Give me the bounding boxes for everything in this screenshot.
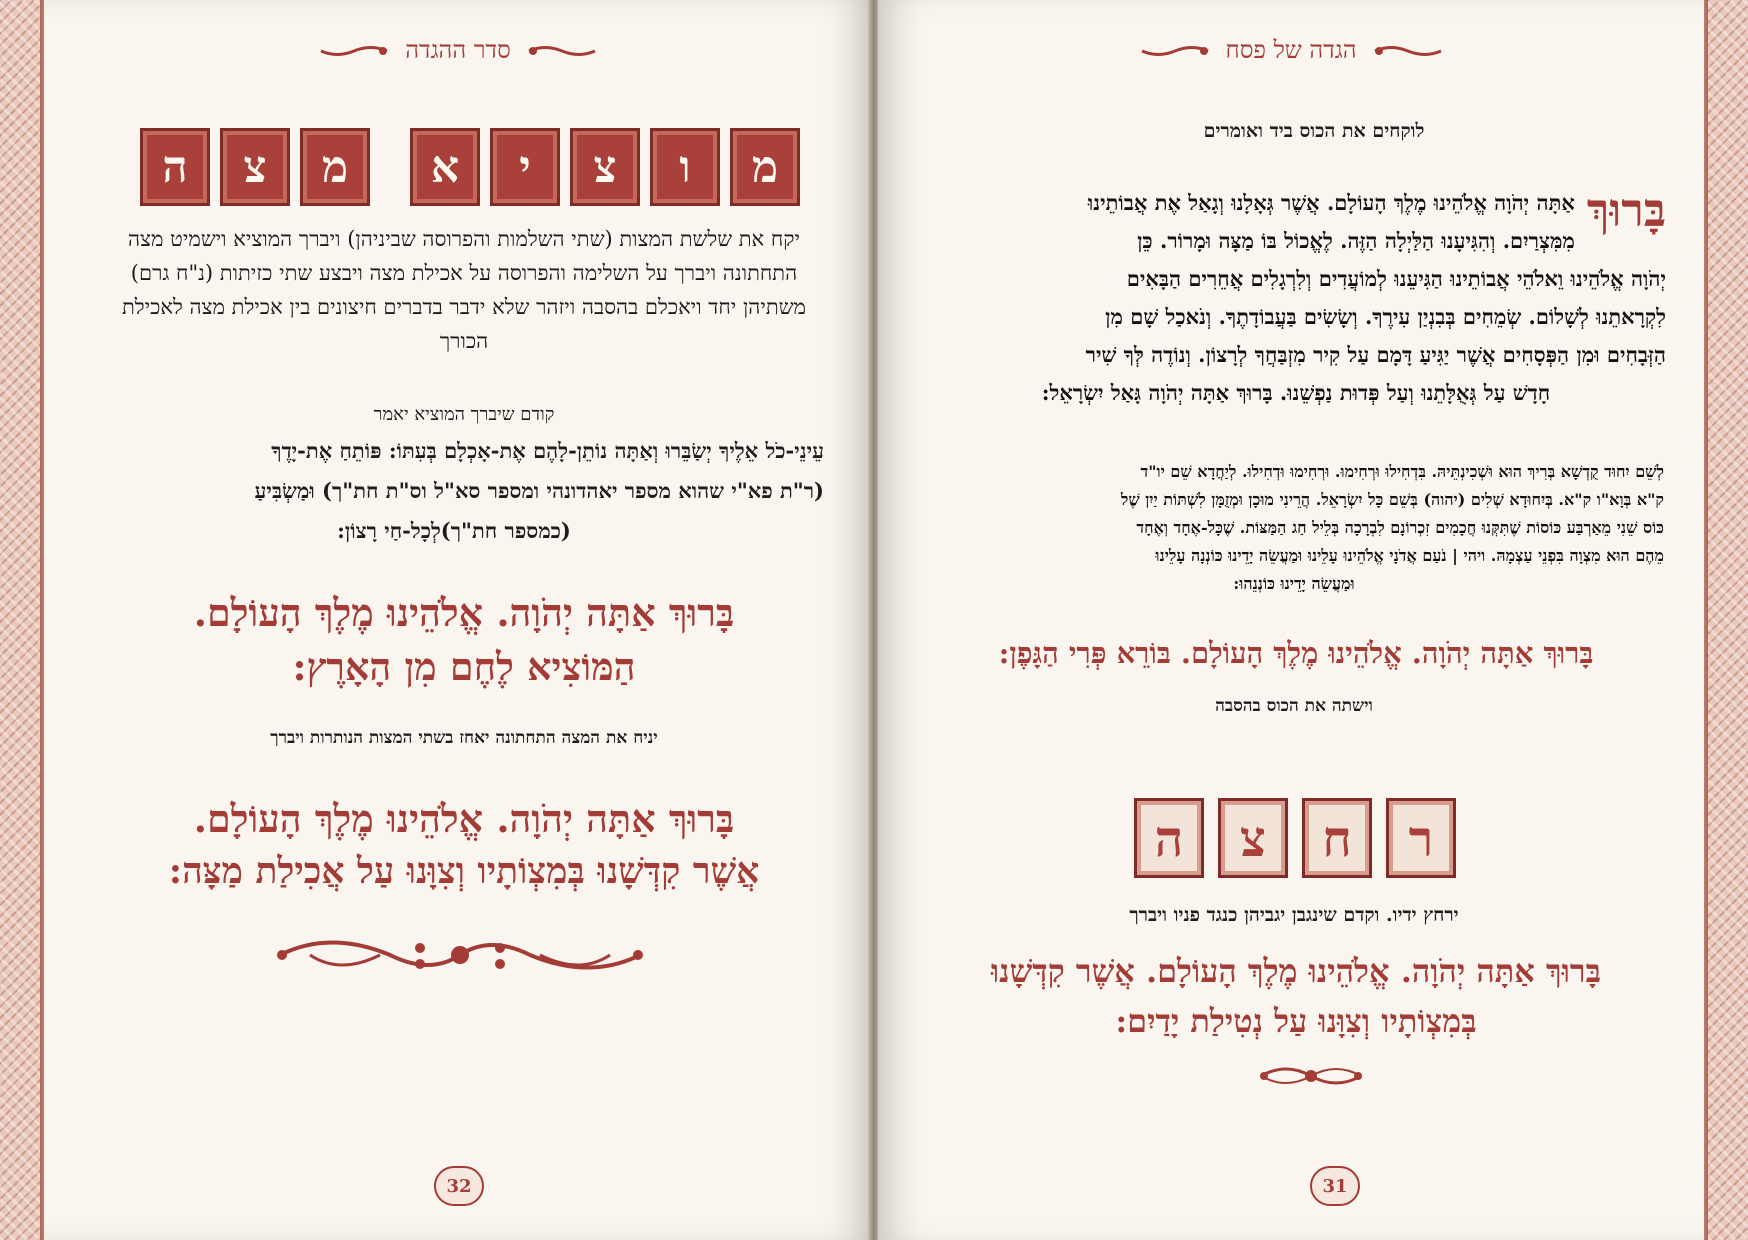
right-page [878, 0, 1704, 1240]
right-running-head [878, 36, 1704, 65]
matzah-blessing-line-1: בָּרוּךְ אַתָּה יְהֹוָה. אֱלֹהֵינוּ מֶלֶךְ הָעוֹלָם. [193, 796, 735, 841]
body-line: אַתָּה יְהֹוָה אֱלֹהֵינוּ מֶלֶךְ הָעוֹלָם. אֲשֶׁר גְּאָלָנוּ וְגָאַל אֶת אֲבוֹתֵינוּ [1087, 190, 1575, 215]
body-line: יְהֹוָה אֱלֹהֵינוּ וֵאלֹהֵי אֲבוֹתֵינוּ הַגִּיעֵנוּ לְמוֹעֲדִים וְלִרְגָלִים אֲחֵרִים הַבָּאִים [1126, 266, 1666, 291]
verse-line-1: עֵינֵי-כֹל אֵלֶיךָ יְשַׂבֵּרוּ וְאַתָּה נוֹתֵן-לָהֶם אֶת-אָכְלָם בְּעִתּוֹ: פּוֹתֵחַ אֶת-יָדֶךָ [271, 438, 824, 463]
kavanah-line: מֵהֶם הוּא מִצְוָה בִּפְנֵי עַצְמָהּ. ויהי | נֹעַם אֲדֹנָי אֱלֹהֵינוּ עָלֵינוּ וּמַעֲשֵׂה יָדֵינוּ כּוֹנְנָה עָלֵינוּ [1155, 546, 1664, 565]
after-instruction: וישתה את הכוס בהסבה [1215, 696, 1373, 716]
right-swash-ornament [1140, 44, 1210, 58]
title-letter-tile: י [490, 128, 560, 206]
left-decorative-border [0, 0, 42, 1240]
kavanah-line-last: וּמַעֲשֵׂה יָדֵינוּ כּוֹנְנֵהוּ: [1233, 574, 1355, 593]
title-letter-tile: מ [300, 128, 370, 206]
floral-ornament [270, 930, 650, 980]
motzi-instruction: יקח את שלשת המצות (שתי השלמות והפרוסה שביניהן) ויברך המוציא וישמיט מצה התחתונה ויברך על השלימה והפרוסה על אכילת מצה ויבצע שתי כזיתות (נ"ח גרם) משתיהן יחד ויאכלם בהסבה ויזהר שלא ידבר בדברים חיצונים בין אכילת מצה לאכילת הכורך [121, 227, 807, 353]
title-letter-tile: צ [220, 128, 290, 206]
kavanah-line: כּוֹס שֵׁנִי מֵאַרְבַּע כּוֹסוֹת שֶׁתִּקְּנוּ חֲכָמִים זִכְרוֹנָם לִבְרָכָה בְּלֵיל חַג הַמַּצּוֹת. שֶׁכָּל-אֶחָד וְאֶחָד [1136, 518, 1664, 537]
title-letter-tile: ח [1302, 798, 1372, 878]
hamotzi-blessing-line-1: בָּרוּךְ אַתָּה יְהֹוָה. אֱלֹהֵינוּ מֶלֶךְ הָעוֹלָם. [193, 590, 735, 635]
verse-line-2: (ר"ת פא"י שהוא מספר יאהדונהי ומספר סא"ל וס"ת חת"ך) וּמַשְׂבִּיעַ [254, 478, 824, 503]
left-running-head-text: סדר ההגדה [405, 36, 511, 64]
title-letter-tile: צ [570, 128, 640, 206]
left-running-head [44, 36, 872, 65]
left-swash-ornament [527, 44, 597, 58]
body-line: הַזְּבָחִים וּמִן הַפְּסָחִים אֲשֶׁר יַגִּיעַ דָּמָם עַל קִיר מִזְבַּחֲךָ לְרָצוֹן. וְנוֹדֶה לְּךָ שִׁיר [1085, 342, 1666, 367]
body-line: חָדָשׁ עַל גְּאֻלָּתֵנוּ וְעַל פְּדוּת נַפְשֵׁנוּ. בָּרוּךְ אַתָּה יְהֹוָה גָּאַל יִשְׂרָאֵל: [1041, 380, 1551, 405]
body-line: לִקְרָאתֵנוּ לְשָׁלוֹם. שְׂמֵחִים בְּבִנְיַן עִירֶךָ. וְשָׂשִׂים בַּעֲבוֹדָתֶךָ. וְנֹאכַל שָׁם מִן [1105, 304, 1666, 329]
title-letter-tile: ה [140, 128, 210, 206]
wash-blessing-line-2: בְּמִצְוֹתָיו וְצִוָּנוּ עַל נְטִילַת יָדַיִם: [1115, 1002, 1477, 1040]
wash-blessing-line-1: בָּרוּךְ אַתָּה יְהֹוָה. אֱלֹהֵינוּ מֶלֶךְ הָעוֹלָם. אֲשֶׁר קִדְּשָׁנוּ [990, 952, 1602, 990]
right-running-head-text: הגדה של פסח [1225, 36, 1357, 64]
title-letter-tile: צ [1218, 798, 1288, 878]
kavanah-line: ק"א בְּוָא"ו ק"א. בְּיִחוּדָא שְׁלִים (יהוה) בְּשֵׁם כָּל יִשְׂרָאֵל. הֲרֵינִי מוּכָן וּמְזֻמָּן לִשְׁתּוֹת יַיִן שֶׁל [1120, 490, 1664, 509]
top-instruction: לוקחים את הכוס ביד ואומרים [1203, 120, 1425, 142]
title-letter-tile: א [410, 128, 480, 206]
hamotzi-blessing-line-2: הַמּוֹצִיא לֶחֶם מִן הָאָרֶץ: [292, 644, 636, 689]
verse-line-3: (כמספר חת"ך)לְכָל-חַי רָצוֹן: [337, 518, 571, 543]
small-floral-ornament [1256, 1062, 1366, 1090]
page-number: 32 [434, 1166, 484, 1206]
page-number: 31 [1310, 1166, 1360, 1206]
body-line: מִמִּצְרַיִם. וְהִגִּיעָנוּ הַלַּיְלָה הַזֶּה. לֶאֱכוֹל בּוֹ מַצָּה וּמָרוֹר. כֵּן [1137, 228, 1575, 253]
pre-heading: קודם שיברך המוציא יאמר [373, 404, 555, 425]
title-letter-tile: ר [1386, 798, 1456, 878]
right-swash-ornament [319, 44, 389, 58]
title-letter-tile: ה [1134, 798, 1204, 878]
left-swash-ornament [1373, 44, 1443, 58]
motzi-matzah-title [140, 128, 800, 206]
title-letter-tile: מ [730, 128, 800, 206]
geulah-blessing-paragraph [926, 184, 1666, 412]
wine-blessing: בָּרוּךְ אַתָּה יְהֹוָה. אֱלֹהֵינוּ מֶלֶךְ הָעוֹלָם. בּוֹרֵא פְּרִי הַגָּפֶן: [998, 636, 1594, 670]
mid-instruction: יניח את המצה התחתונה יאחז בשתי המצות הנותרות ויברך [270, 728, 658, 748]
right-decorative-border [1706, 0, 1748, 1240]
left-page [44, 0, 872, 1240]
title-letter-tile: ו [650, 128, 720, 206]
rachtzah-title [1134, 798, 1456, 878]
matzah-blessing-line-2: אֲשֶׁר קִדְּשָׁנוּ בְּמִצְוֹתָיו וְצִוָּנוּ עַל אֲכִילַת מַצָּה: [168, 850, 760, 892]
kavanah-line: לְשֵׁם יִחוּד קֻדְשָׁא בְּרִיךְ הוּא וּשְׁכִינְתֵּיהּ. בִּדְחִילוּ וּרְחִימוּ. וּרְחִימוּ וּדְחִילוּ. לְיַחֲדָא שֵׁם יו"ד [1140, 462, 1664, 481]
kavanah-paragraph [924, 458, 1664, 598]
wash-instruction: ירחץ ידיו. וקדם שינגבן יגביהן כנגד פניו ויברך [1129, 904, 1459, 926]
drop-word: בָּרוּךְ [1586, 183, 1666, 237]
